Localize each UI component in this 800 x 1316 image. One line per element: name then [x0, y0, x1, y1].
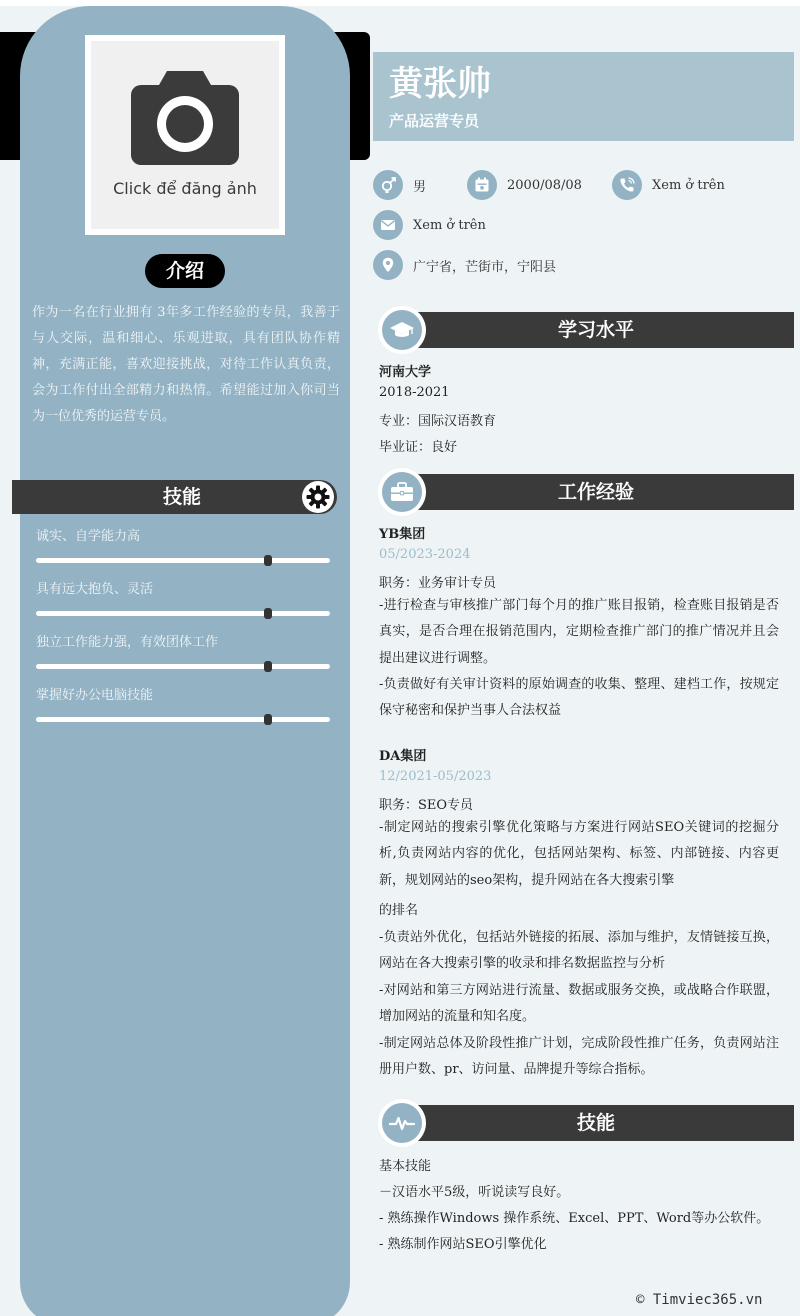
skill-level-handle[interactable] [264, 555, 272, 566]
photo-placeholder[interactable] [91, 41, 279, 229]
job-company: YB集团 [379, 527, 426, 542]
sidebar-skill-item [36, 581, 330, 599]
gender-icon [373, 170, 403, 200]
info-address [373, 250, 556, 280]
info-email [373, 210, 486, 240]
skills-section-title: 技能 [576, 1112, 615, 1134]
photo-upload-label[interactable]: Click để đăng ảnh [113, 179, 257, 198]
info-birthday [467, 170, 582, 200]
job-description: -负责做好有关审计资料的原始调查的收集、整理、建档工作，按规定保守秘密和保护当事人合法权益 [379, 677, 779, 719]
education-major: 专业：国际汉语教育 [379, 414, 497, 429]
education-years: 2018-2021 [379, 385, 450, 400]
phone-icon [612, 170, 642, 200]
email-value: Xem ở trên [413, 217, 486, 233]
skill-level-bar[interactable] [36, 558, 330, 563]
footer-copyright[interactable]: © Timviec365.vn [636, 1292, 763, 1308]
birthday-value: 2000/08/08 [507, 177, 582, 193]
skill-level-bar[interactable] [36, 717, 330, 722]
skill-label: 诚实、自学能力高 [36, 529, 141, 544]
graduation-cap-icon [382, 310, 422, 350]
section-skills [378, 1099, 794, 1147]
skills-list-item: - 熟练操作Windows 操作系统、Excel、PPT、Word等办公软件。 [379, 1211, 770, 1226]
skill-level-bar[interactable] [36, 611, 330, 616]
camera-icon [129, 67, 241, 165]
skill-label: 具有远大抱负、灵活 [36, 582, 154, 597]
section-icon-circle [378, 1099, 426, 1147]
education-certificate: 毕业证：良好 [379, 440, 458, 455]
education-school: 河南大学 [379, 365, 432, 380]
phone-value: Xem ở trên [652, 177, 725, 193]
section-icon-circle [378, 468, 426, 516]
sidebar-skill-item [36, 528, 330, 546]
job-position: 职务：SEO专员 [379, 798, 474, 813]
skills-heading: 基本技能 [379, 1159, 432, 1174]
info-gender [373, 170, 426, 200]
skill-label: 掌握好办公电脑技能 [36, 688, 154, 703]
section-icon-circle [378, 306, 426, 354]
info-phone [612, 170, 725, 200]
experience-title: 工作经验 [557, 481, 634, 503]
skills-list-item: －汉语水平5级，听说读写良好。 [379, 1185, 570, 1200]
skill-level-handle[interactable] [264, 714, 272, 725]
photo-upload[interactable] [85, 35, 285, 235]
briefcase-icon [382, 472, 422, 512]
job-description: -进行检查与审核推广部门每个月的推广账目报销，检查账目报销是否真实，是否合理在报销范围内，定期检查推广部门的推广情况并且会提出建议进行调整。 [379, 598, 779, 666]
gear-icon [302, 481, 334, 513]
job-description: -制定网站总体及阶段性推广计划，完成阶段性推广任务，负责网站注册用户数、pr、访问量、品牌提升等综合指标。 [379, 1036, 779, 1078]
section-education [378, 306, 794, 354]
skill-level-handle[interactable] [264, 608, 272, 619]
job-description: -负责站外优化，包括站外链接的拓展、添加与维护，友情链接互换，网站在各大搜索引擎的收录和排名数据监控与分析 [379, 930, 779, 972]
section-experience [378, 468, 794, 516]
job-description: 的排名 [379, 903, 419, 918]
intro-text: 作为一名在行业拥有 3年多工作经验的专员，我善于与人交际，温和细心、乐观进取，具有团队协作精神，充满正能，喜欢迎接挑战，对待工作认真负责，会为工作付出全部精力和热情。希望能过加入你司当为一位优秀的运营专员。 [32, 305, 340, 424]
education-title: 学习水平 [557, 319, 634, 341]
intro-title: 介绍 [145, 254, 225, 288]
sidebar-skill-item [36, 634, 330, 652]
header-band [373, 52, 794, 141]
sidebar-skills-title: 技能 [162, 486, 201, 508]
job-description: -对网站和第三方网站进行流量、数据或服务交换，或战略合作联盟，增加网站的流量和知名度。 [379, 983, 779, 1025]
sidebar-skill-item [36, 687, 330, 705]
address-value: 广宁省，芒街市，宁阳县 [413, 259, 557, 275]
job-position: 职务：业务审计专员 [379, 576, 497, 591]
skills-list-item: - 熟练制作网站SEO引擎优化 [379, 1237, 547, 1252]
job-company: DA集团 [379, 749, 427, 764]
skill-level-handle[interactable] [264, 661, 272, 672]
location-icon [373, 250, 403, 280]
job-title: 产品运营专员 [389, 112, 480, 130]
job-date: 12/2021-05/2023 [379, 769, 492, 784]
job-date: 05/2023-2024 [379, 547, 471, 562]
skill-level-bar[interactable] [36, 664, 330, 669]
gender-value: 男 [413, 179, 427, 195]
candidate-name: 黄张帅 [389, 64, 491, 104]
sidebar-skills-header [12, 480, 337, 514]
calendar-icon [467, 170, 497, 200]
pulse-icon [382, 1103, 422, 1143]
job-description: -制定网站的搜索引擎优化策略与方案进行网站SEO关键词的挖掘分析,负责网站内容的优化，包括网站架构、标签、内部链接、内容更新，规划网站的seo架构，提升网站在各大搜索引擎 [379, 820, 779, 888]
skill-label: 独立工作能力强，有效团体工作 [36, 635, 219, 650]
email-icon [373, 210, 403, 240]
